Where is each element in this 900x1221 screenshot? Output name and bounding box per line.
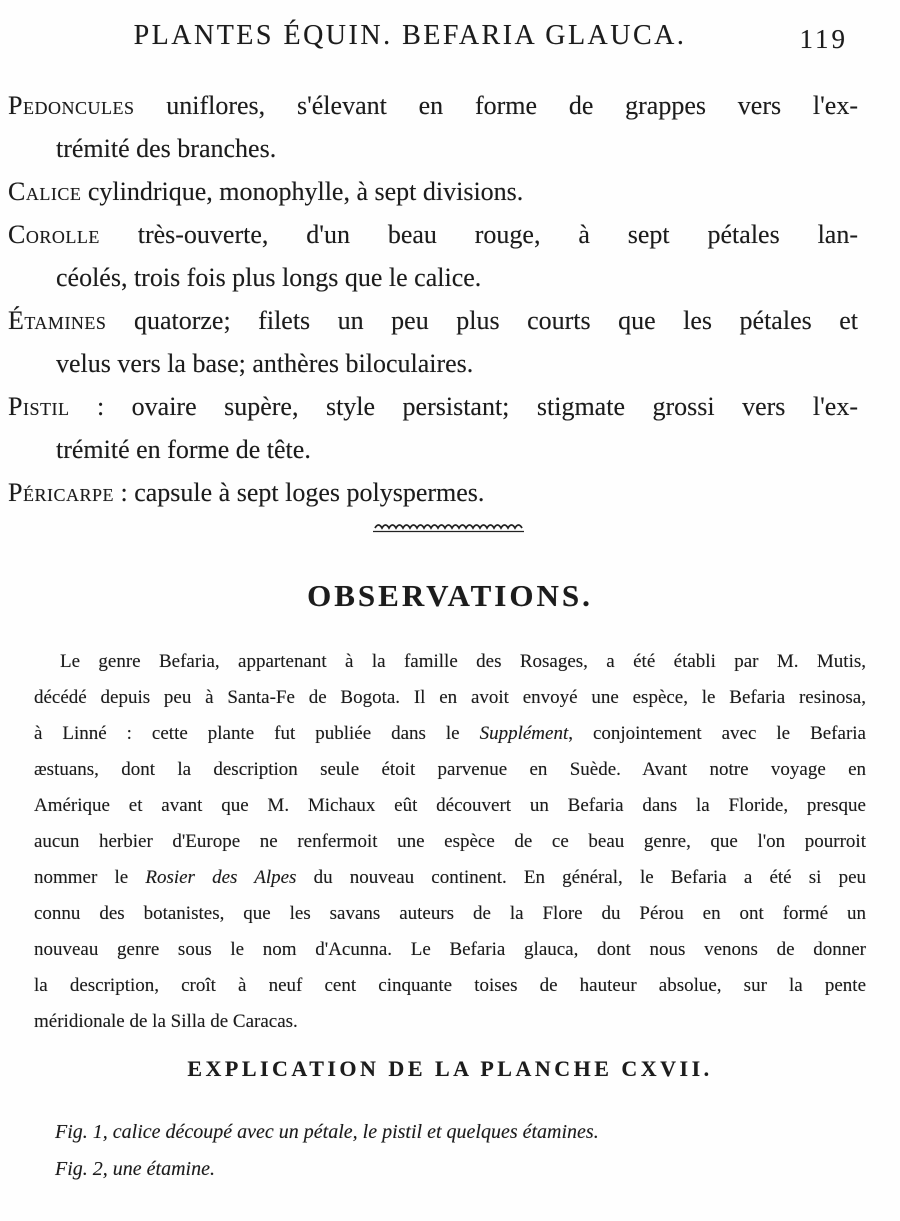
figure-list [55, 1114, 860, 1188]
paragraph-line: æstuans, dont la description seule étoit parvenue en Suède. Avant notre voyage en [34, 759, 866, 780]
entry-term: Corolle [8, 220, 100, 249]
entry-line: Corolle très-ouverte, d'un beau rouge, à sept pétales lan- [8, 220, 858, 249]
entry-term: Péricarpe [8, 478, 114, 507]
entry-line: Péricarpe : capsule à sept loges polyspermes. [8, 478, 485, 507]
description-entry [8, 385, 858, 471]
paragraph-line: Amérique et avant que M. Michaux eût découvert un Befaria dans la Floride, presque [34, 795, 866, 816]
entry-term: Pistil [8, 392, 70, 421]
entry-line: Pedoncules uniflores, s'élevant en forme de grappes vers l'ex- [8, 91, 858, 120]
entry-line: velus vers la base; anthères biloculaires. [56, 349, 474, 378]
entry-line: Pistil : ovaire supère, style persistant; stigmate grossi vers l'ex- [8, 392, 858, 421]
entry-line: trémité en forme de tête. [56, 435, 311, 464]
description-entry [8, 170, 858, 213]
description-entry [8, 299, 858, 385]
entry-line: Étamines quatorze; filets un peu plus courts que les pétales et [8, 306, 858, 335]
running-title: PLANTES ÉQUIN. BEFARIA GLAUCA. [133, 20, 687, 51]
paragraph-line: aucun herbier d'Europe ne renfermoit une espèce de ce beau genre, que l'on pourroit [34, 831, 866, 852]
figure-caption: Fig. 1, calice découpé avec un pétale, le pistil et quelques étamines. [55, 1121, 599, 1143]
entry-term: Calice [8, 177, 82, 206]
paragraph-line: nouveau genre sous le nom d'Acunna. Le Befaria glauca, dont nous venons de donner [34, 939, 866, 960]
paragraph-line: méridionale de la Silla de Caracas. [34, 1011, 298, 1032]
entry-term: Étamines [8, 306, 107, 335]
description-entry [8, 84, 858, 170]
section-divider-squiggle [370, 522, 530, 538]
paragraph-line: nommer le Rosier des Alpes du nouveau continent. En général, le Befaria a été si peu [34, 867, 866, 888]
description-entry [8, 213, 858, 299]
paragraph-line: décédé depuis peu à Santa-Fe de Bogota. Il en avoit envoyé une espèce, le Befaria resinosa, [34, 687, 866, 708]
page-header [0, 20, 900, 64]
page-number: 119 [799, 24, 848, 54]
observations-heading: OBSERVATIONS. [307, 578, 593, 613]
paragraph-line: connu des botanistes, que les savans auteurs de la Flore du Pérou en ont formé un [34, 903, 866, 924]
book-page [0, 20, 900, 1221]
description-entry [8, 471, 858, 514]
paragraph-line: Le genre Befaria, appartenant à la famille des Rosages, a été établi par M. Mutis, [60, 651, 866, 672]
entry-line: céolés, trois fois plus longs que le calice. [56, 263, 482, 292]
paragraph-line: à Linné : cette plante fut publiée dans le Supplément, conjointement avec le Befaria [34, 723, 866, 744]
entry-line: Calice cylindrique, monophylle, à sept divisions. [8, 177, 524, 206]
paragraph-line: la description, croît à neuf cent cinquante toises de hauteur absolue, sur la pente [34, 975, 866, 996]
figure-caption: Fig. 2, une étamine. [55, 1158, 215, 1180]
observations-paragraph [34, 644, 866, 1040]
description-list [8, 84, 858, 514]
explication-heading: EXPLICATION DE LA PLANCHE CXVII. [187, 1056, 713, 1081]
entry-term: Pedoncules [8, 91, 135, 120]
entry-line: trémité des branches. [56, 134, 277, 163]
